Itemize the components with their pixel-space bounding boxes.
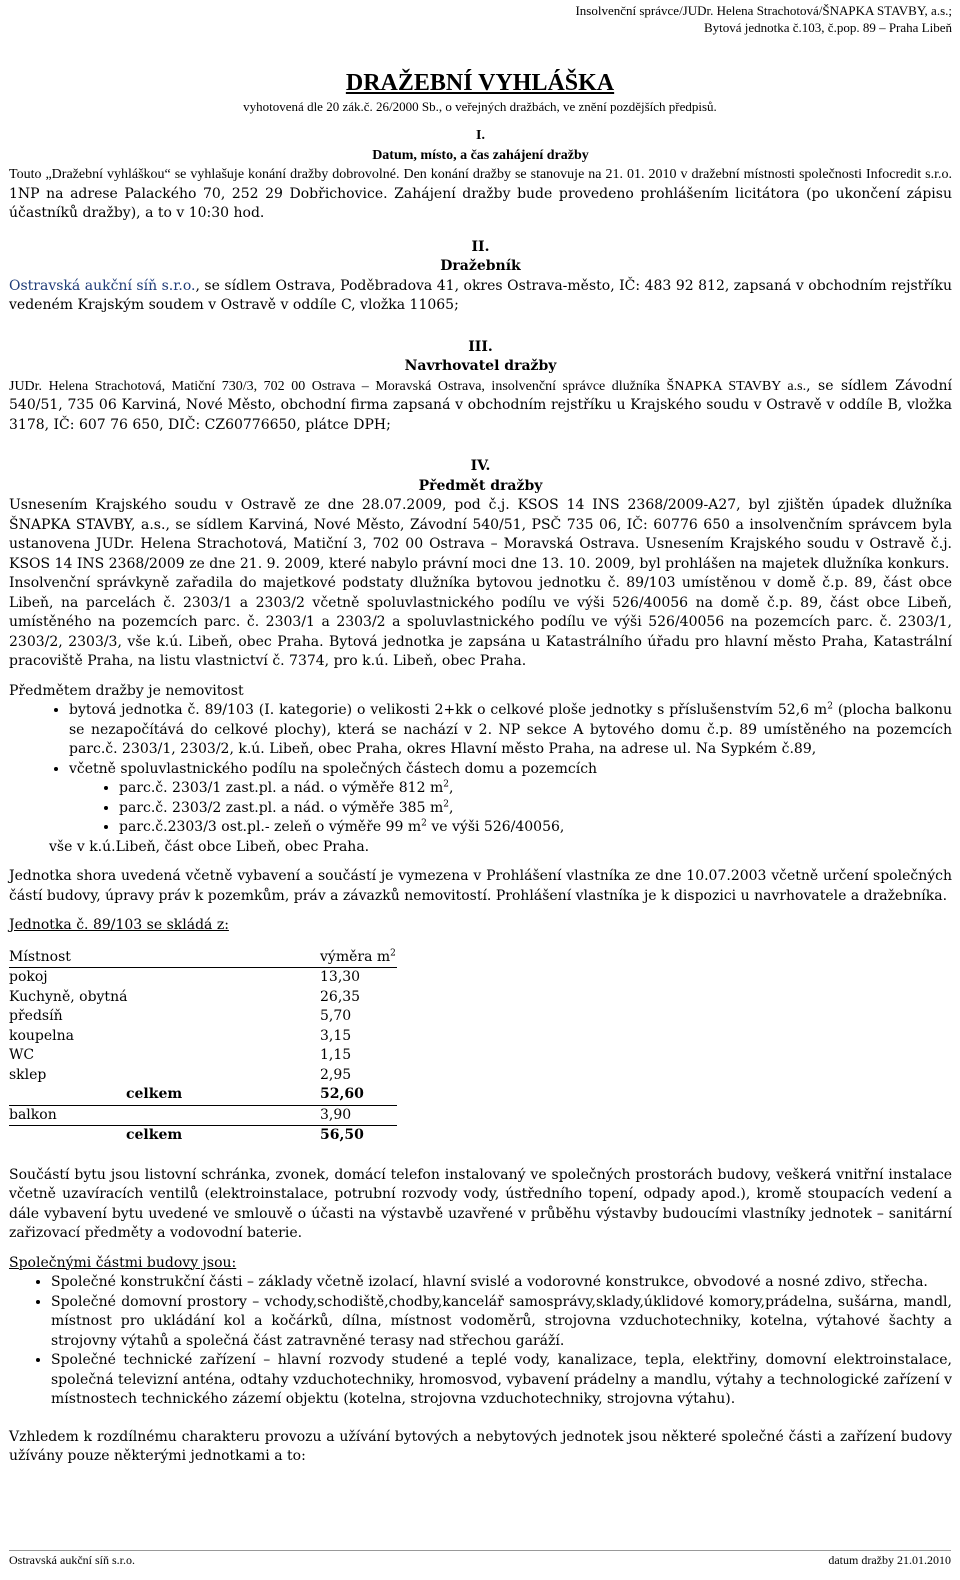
grand-total-label: celkem	[126, 1127, 183, 1143]
room-area: 5,70	[320, 1008, 352, 1024]
room-name: Kuchyně, obytná	[9, 988, 128, 1005]
header-line-2: Bytová jednotka č.103, č.pop. 89 – Praha Libeň	[703, 20, 952, 35]
subject-intro: Předmětem dražby je nemovitost	[9, 682, 244, 699]
section-3-text-a: JUDr. Helena Strachotová, Matiční 730/3, 702 00 Ostrava – Moravská Ostrava, insolvenční správce dlužníka ŠNAPKA STAVBY a.s.	[9, 378, 807, 394]
header-line-1: Insolvenční správce/JUDr. Helena Strachotová/ŠNAPKA STAVBY, a.s.;	[575, 3, 952, 18]
room-area: 13,30	[320, 969, 361, 985]
section-4-para-1: Usnesením Krajského soudu v Ostravě ze dne 28.07.2009, pod č.j. KSOS 14 INS 2368/2009-A27, byl zjištěn úpadek dlužníka ŠNAPKA STAVBY, a.s., se sídlem Karviná, Nové Město, Závodní 540/51, PSČ 735 06, IČ: 60776 650 a insolvenčním správcem byla ustanovena JUDr. Helena Strachotová, Matiční 3, 702 00 Ostrava – Moravská Ostrava. Usnesením Krajského soudu v Ostravě č.j. KSOS 14 INS 2368/2009 ze dne 21. 9. 2009, které nabylo právní moci dne 13. 10. 2009, byl prohlášen na majetek dlužníka konkurs.	[9, 497, 952, 572]
section-2-text-b: , se sídlem Ostrava, Poděbradova 41, okres Ostrava-město, IČ: 483 92 812, zapsaná v obchodním rejstříku vedeném Krajským soudem v Ostravě v oddíle C, vložka 11065;	[9, 277, 952, 313]
room-row	[9, 1007, 397, 1027]
document-title: DRAŽEBNÍ VYHLÁŠKA	[345, 70, 615, 96]
section-1-text-b: 1NP na adrese Palackého 70, 252 29 Dobřichovice. Zahájení dražby bude provedeno prohlášením licitátora (po ukončení zápisu účastníků dražby), a to v 10:30 hod.	[9, 185, 952, 221]
document-body	[9, 126, 952, 1467]
room-area: 2,95	[320, 1066, 352, 1083]
document-subtitle: vyhotovená dle 20 zák.č. 26/2000 Sb., o veřejných dražbách, ve znění pozdějších předpisů.	[243, 99, 717, 114]
section-4-number: IV.	[470, 458, 491, 474]
page-header	[575, 2, 952, 36]
common-parts-list	[9, 1273, 952, 1410]
section-4-para-2: Insolvenční správkyně zařadila do majetkové podstaty dlužníka bytovou jednotku č. 89/103 umístěnou v domě č.p. 89, část obce Libeň, na parcelách č. 2303/1 a 2303/2 včetně spoluvlastnického podílu ve výši 526/40056 na domě č.p. 89, část obce Libeň, umístěného na pozemcích parc. č. 2303/1 a 2303/2 a spoluvlastnického podílu ve výši 526/40056 na pozemcích parc. č. 2303/1, 2303/2, 2303/3, vše k.ú. Libeň, obec Praha. Bytová jednotka je zapsána u Katastrálního úřadu pro hlavní město Praha, Katastrální pracoviště Praha, na listu vlastnictví č. 7374, pro k.ú. Libeň, obec Praha.	[9, 575, 952, 669]
room-name: WC	[9, 1047, 35, 1063]
room-row	[9, 968, 397, 988]
room-name: pokoj	[9, 969, 48, 985]
section-1-text	[9, 165, 952, 224]
section-1-heading: Datum, místo, a čas zahájení dražby	[372, 147, 589, 163]
subject-item-flat: • bytová jednotka č. 89/103 (I. kategorie) o velikosti 2+kk o celkové ploše jednotky s příslušenstvím 52,6 $m^2$ (plocha balkonu se nezapočítává do celkové plochy), která se nachází v 2. NP sekce A bytového domu č.p. 89 umístěného na pozemcích parc.č. 2303/1, 2303/2, k.ú. Libeň, obec Praha, okres Hlavní město Praha, na adrese ul. Na Sypkém č.89,	[69, 701, 952, 760]
header-area: výměra $m^2$	[320, 948, 397, 968]
total-value: 52,60	[320, 1085, 397, 1105]
room-rows	[9, 968, 397, 1086]
room-area: 26,35	[320, 988, 361, 1005]
common-part-item: • Společné konstrukční části – základy včetně izolací, hlavní svislé a vodorovné konstrukce, obvodové a nosné zdivo, střecha.	[51, 1273, 952, 1293]
footer-left: Ostravská aukční síň s.r.o.	[9, 1553, 135, 1567]
footer-right: datum dražby 21.01.2010	[828, 1553, 951, 1567]
section-3-text-b: , se sídlem Závodní 540/51, 735 06 Karviná, Nové Město, obchodní firma zapsaná v obchodním rejstříku u Krajského soudu v Ostravě v oddíle B, vložka 3178, IČ: 607 76 650, DIČ: CZ60776650, plátce DPH;	[9, 377, 952, 433]
closing-paragraph: Vzhledem k rozdílnému charakteru provozu a užívání bytových a nebytových jednotek jsou některé společné části a zařízení budovy užívány pouze některými jednotkami a to:	[9, 1428, 952, 1464]
subject-item-share: • včetně spoluvlastnického podílu na společných částech domu a pozemcích	[69, 760, 952, 780]
common-part-item: • Společné technické zařízení – hlavní rozvody studené a teplé vody, kanalizace, tepla, elektřiny, domovní elektroinstalace, společná televizní anténa, odtahy vzduchotechniky, hromosvod, vybavení prádelny a mandlu, výtahy a technologické zařízení v místnostech technického zázemí objektu (kotelna, strojovna vzduchotechniky, strojovna výtahu).	[51, 1351, 952, 1410]
balcony-name: balkon	[9, 1105, 320, 1126]
section-4-para-3: Jednotka shora uvedená včetně vybavení a součástí je vymezena v Prohlášení vlastníka ze dne 10.07.2003 včetně určení společných částí budovy, úpravy práv k pozemkům, práv a závazků nemovitostí. Prohlášení vlastníka je k dispozici u navrhovatele a dražebníka.	[9, 868, 952, 904]
parcel-list	[9, 779, 952, 838]
room-table-header	[9, 948, 397, 968]
subject-list	[9, 701, 952, 779]
grand-total-value: 56,50	[320, 1127, 364, 1143]
header-room: Místnost	[9, 948, 320, 968]
room-row	[9, 1066, 397, 1086]
section-1-number: I.	[476, 128, 485, 143]
room-row	[9, 988, 397, 1008]
balcony-area: 3,90	[320, 1105, 397, 1126]
parcel-item: • parc.č. 2303/2 zast.pl. a nád. o výměře 385 $m^2$,	[119, 799, 952, 819]
common-parts-title: Společnými částmi budovy jsou:	[9, 1254, 237, 1271]
section-1-text-a: Touto „Dražební vyhláškou“ se vyhlašuje konání dražby dobrovolné. Den konání dražby se stanovuje na 21. 01. 2010 v dražební místnosti společnosti Infocredit s.r.o.	[9, 167, 952, 182]
page-footer	[9, 1550, 951, 1569]
parcel-item: • parc.č. 2303/1 zast.pl. a nád. o výměře 812 $m^2$,	[119, 779, 952, 799]
section-4-heading: Předmět dražby	[418, 477, 543, 494]
room-area: 3,15	[320, 1027, 352, 1044]
balcony-row	[9, 1105, 397, 1126]
room-name: sklep	[9, 1066, 47, 1083]
room-table	[9, 948, 397, 1146]
fixtures-paragraph: Součástí bytu jsou listovní schránka, zvonek, domácí telefon instalovaný ve společných prostorách budovy, veškerá vnitřní instalace včetně uzavíracích ventilů (elektroinstalace, potrubní rozvody vody, ústředního topení, odpady apod.), kromě stoupacích vedení a dále vybavení bytu uvedené ve smlouvě o účasti na výstavbě uzavřené v průběhu výstavby budoucími vlastníky jednotek – sanitární zařizovací předměty a vodovodní baterie.	[9, 1166, 952, 1241]
room-name: koupelna	[9, 1027, 75, 1044]
section-2-heading: Dražebník	[440, 258, 521, 274]
room-name: předsíň	[9, 1008, 63, 1024]
total-label: celkem	[126, 1085, 320, 1105]
room-row	[9, 1027, 397, 1047]
common-part-item: • Společné domovní prostory – vchody,schodiště,chodby,kancelář samosprávy,sklady,úklidové komory,prádelna, sušárna, mandl, místnost pro ukládání kol a kočárků, dílna, místnost vodoměrů, strojovna vzduchotechniky, kotelna, výtahové šachty a strojovny výtahů a společná část zatravněné terasy nad střechou garáží.	[51, 1293, 952, 1352]
parcel-item: • parc.č.2303/3 ost.pl.- zeleň o výměře 99 $m^2$ ve výši 526/40056,	[119, 818, 952, 838]
parcels-location: vše v k.ú.Libeň, část obce Libeň, obec Praha.	[49, 838, 370, 855]
room-total-row	[9, 1085, 397, 1105]
unit-composition-title: Jednotka č. 89/103 se skládá z:	[9, 917, 229, 933]
title-block	[0, 68, 960, 116]
section-3-text	[9, 377, 952, 436]
section-2-auctioneer: Ostravská aukční síň s.r.o.	[9, 277, 196, 294]
room-area: 1,15	[320, 1047, 352, 1063]
grand-total-row	[9, 1126, 397, 1146]
section-2-text	[9, 277, 952, 316]
room-row	[9, 1046, 397, 1066]
section-3-heading: Navrhovatel dražby	[404, 358, 557, 374]
section-3-number: III.	[468, 338, 493, 355]
section-2-number: II.	[471, 238, 490, 255]
